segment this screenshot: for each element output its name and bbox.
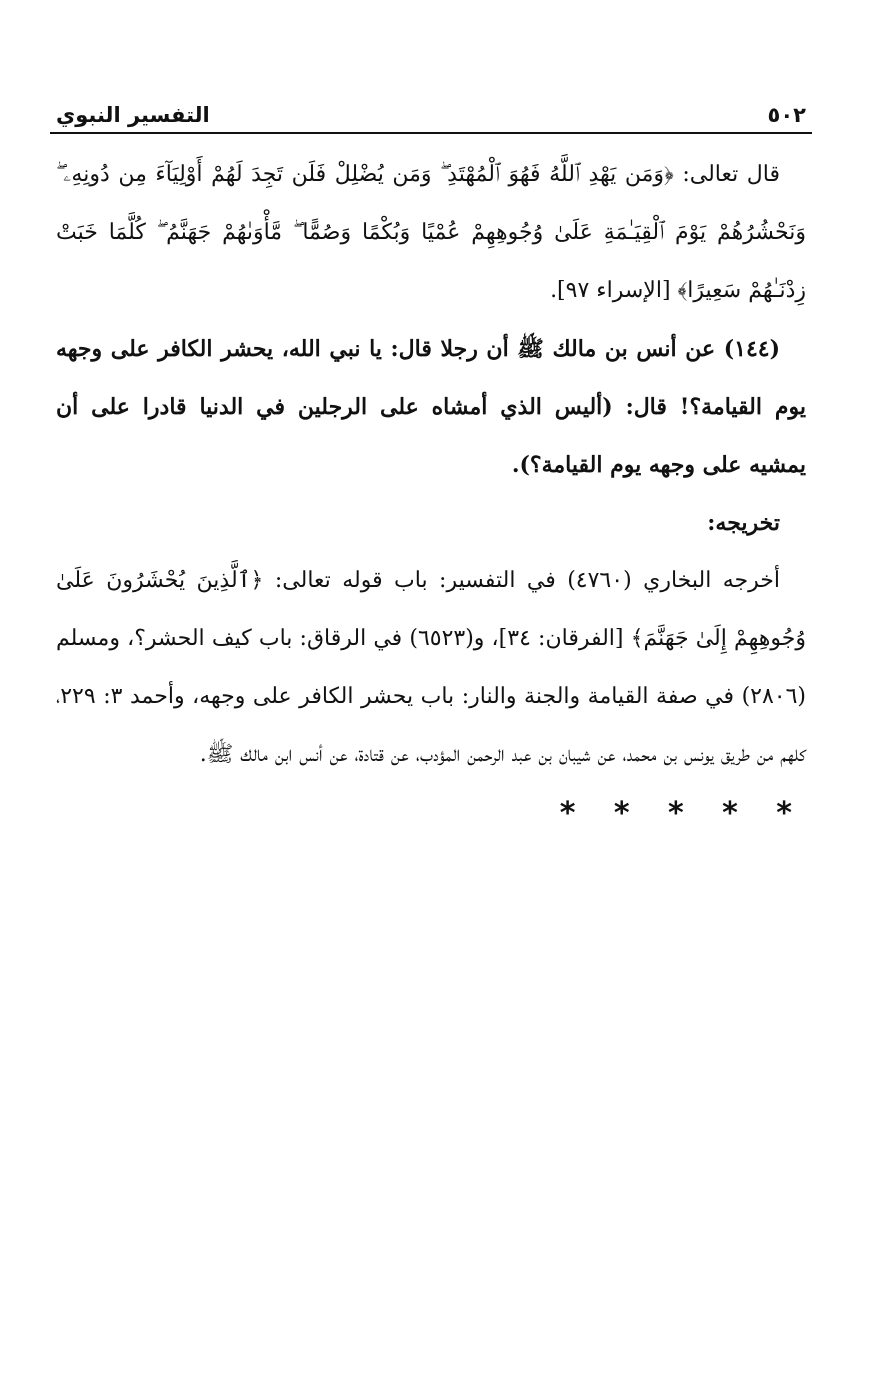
verse-paragraph xyxy=(56,146,806,320)
verse-reference: [الإسراء ٩٧]. xyxy=(550,278,678,303)
quran-verse: ﴿وَمَن يَهْدِ ٱللَّهُ فَهُوَ ٱلْمُهْتَدِ ۖ وَمَن يُضْلِلْ فَلَن تَجِدَ لَهُمْ أَوْلِيَآءَ مِن دُونِهِۦ ۖ وَنَحْشُرُهُمْ يَوْمَ ٱلْقِيَـٰمَةِ عَلَىٰ وُجُوهِهِمْ عُمْيًا وَبُكْمًا وَصُمًّا ۖ مَّأْوَىٰهُمْ جَهَنَّمُ ۖ كُلَّمَا خَبَتْ زِدْنَـٰهُمْ سَعِيرًا﴾ xyxy=(56,162,806,303)
book-page xyxy=(50,96,812,834)
verse-intro: قال تعالى: xyxy=(673,162,780,187)
section-separator: * * * * * xyxy=(559,796,806,831)
page-body xyxy=(50,146,812,834)
takhrij-heading: تخريجه: xyxy=(707,510,780,536)
hadith-paragraph: (١٤٤) عن أنس بن مالك ﷺ أن رجلا قال: يا نبي الله، يحشر الكافر على وجهه يوم القيامة؟! قال: (أليس الذي أمشاه على الرجلين في الدنيا قادرا على أن يمشيه على وجهه يوم القيامة؟). xyxy=(56,336,806,478)
takhrij-paragraph: أخرجه البخاري (٤٧٦٠) في التفسير: باب قوله تعالى: ﴿ٱلَّذِينَ يُحْشَرُونَ عَلَىٰ وُجُوهِهِمْ إِلَىٰ جَهَنَّمَ﴾ [الفرقان: ٣٤]، و(٦٥٢٣) في الرقاق: باب كيف الحشر؟، ومسلم (٢٨٠٦) في صفة القيامة والجنة والنار: باب يحشر الكافر على وجهه، وأحمد ٣: ٢٢٩، كلهم من طريق يونس بن محمد، عن شيبان بن عبد الرحمن المؤدب، عن قتادة، عن أنس ابن مالك ﷺ. xyxy=(56,568,807,767)
page-number: ٥٠٢ xyxy=(767,103,806,127)
running-header xyxy=(50,96,812,134)
running-title: التفسير النبوي xyxy=(56,103,210,127)
